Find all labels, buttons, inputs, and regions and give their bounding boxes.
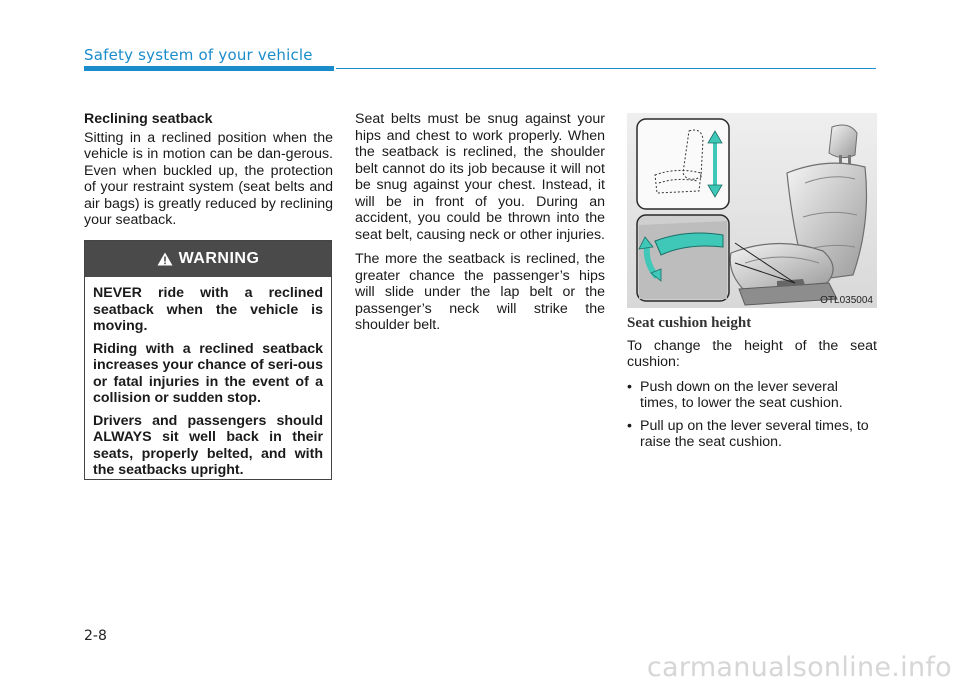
body-paragraph: Seat belts must be snug against your hips and chest to work properly. When the seatback is reclined, the shoulder belt cannot do its job because it will not be snug against your chest. Instead, it will be in front of you. During an accident, you could be thrown into the seat belt, causing neck or other injuries. (355, 111, 605, 243)
reclining-seatback-heading: Reclining seatback (84, 111, 213, 127)
warning-triangle-icon (157, 252, 173, 266)
warning-title: WARNING (178, 250, 260, 267)
seat-cushion-intro: To change the height of the seat cushion: (627, 337, 877, 370)
warning-header (85, 241, 331, 277)
middle-column (355, 111, 605, 342)
seat-illustration (627, 113, 877, 308)
warning-paragraph: Riding with a reclined seatback increases your chance of seri-ous or fatal injuries in the event of a collision or sudden stop. (93, 340, 323, 406)
warning-body (85, 277, 331, 479)
seat-drawing (627, 113, 877, 308)
right-column (627, 315, 877, 457)
section-title: Safety system of your vehicle (84, 46, 313, 64)
figure-code: OTL035004 (820, 295, 873, 306)
seat-cushion-height-heading: Seat cushion height (627, 315, 752, 331)
watermark: carmanualsonline.info (646, 652, 952, 683)
warning-box (84, 240, 332, 480)
body-paragraph: The more the seatback is reclined, the greater chance the passenger’s hips will slide under the lap belt or the passenger’s neck will strike the shoulder belt. (355, 251, 605, 333)
header-rule-thick (84, 66, 334, 71)
warning-paragraph: Drivers and passengers should ALWAYS sit well back in their seats, properly belted, and with the seatbacks upright. (93, 412, 323, 478)
list-item: • Push down on the lever several times, to lower the seat cushion. (627, 379, 877, 412)
warning-paragraph: NEVER ride with a reclined seatback when the vehicle is moving. (93, 285, 323, 334)
reclining-seatback-paragraph: Sitting in a reclined position when the vehicle is in motion can be dan-gerous. Even when buckled up, the protection of your restraint system (seat belts and air bags) is greatly reduced by reclining your seatback. (84, 129, 333, 228)
left-column (84, 111, 333, 237)
list-item: • Pull up on the lever several times, to raise the seat cushion. (627, 418, 877, 451)
instruction-list (627, 379, 877, 451)
header-rule-thin (336, 68, 876, 69)
page-number: 2-8 (84, 628, 107, 644)
